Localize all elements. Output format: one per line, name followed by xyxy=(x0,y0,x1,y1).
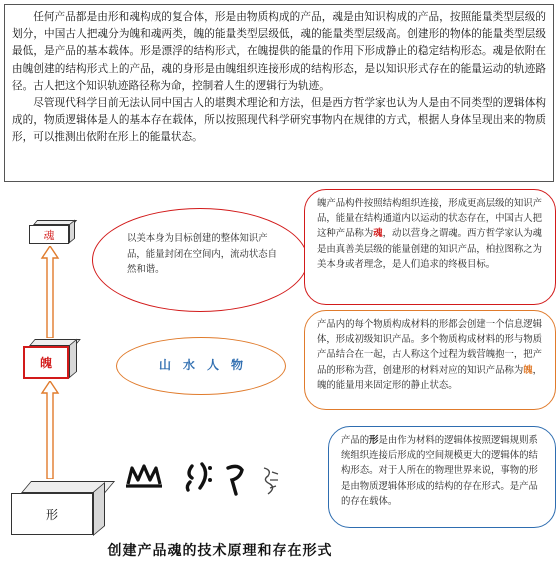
intro-paragraph-1: 任何产品都是由形和魂构成的复合体，形是由物质构成的产品，魂是由知识构成的产品，按照能量类型层级的划分，中国古人把魂分为魄和魂两类，魄的能量类型层级低，魂的能量类型层级高。创建形的物体的能量类型层级最低，是产品的基本载体。形是漂浮的结构形式，在魄提供的能量的作用下形成静止的稳定结构形态。魂是依附在由魄创建的结构形式上的产品，魂的身形是由魄组织连接形成的结构形态，是以知识形式存在的能量运动的轨迹路径。古人把这个知识轨迹路径称为命，控制着人生的逻辑行为轨迹。 xyxy=(12,11,546,92)
hun-explanation-after: ，动以营身之谓魂。西方哲学家认为魂是由真善美层级的能量创建的知识产品，柏拉图称之为美本身或者理念，是人们追求的终极目标。 xyxy=(317,228,543,270)
figure-caption: 创建产品魂的技术原理和存在形式 xyxy=(107,543,333,559)
xing-box-label: 形 xyxy=(45,507,58,522)
hun-explanation-before: 魄产品构件按照结构组织连接，形成更高层级的知识产品，能量在结构通道内以运动的状态存在，中国古人把这种产品称为 xyxy=(317,198,543,240)
xing-explanation-panel xyxy=(328,426,556,528)
po-example-ellipse xyxy=(116,337,286,395)
xing-explanation-highlight: 形 xyxy=(369,435,379,446)
hun-explanation-highlight: 魂 xyxy=(373,228,383,240)
po-explanation-before: 产品内的每个物质构成材料的形都会创建一个信息逻辑体，形成初级知识产品。多个物质构成材料的形与物质产品结合在一起，古人称这个过程为载营魄抱一，把产品的形称为营，创建形的材料对应的知识产品称为 xyxy=(317,319,543,376)
po-box-label: 魄 xyxy=(39,356,52,370)
hun-description-ellipse xyxy=(92,208,308,312)
xing-explanation-after: 是由作为材料的逻辑体按照逻辑规则系统组织连接后形成的空间规模更大的逻辑体的结构形态。对于人所在的物理世界来说，事物的形是由物质逻辑体形成的结构的存在形式。是产品的存在载体。 xyxy=(341,435,538,507)
po-explanation-panel xyxy=(304,310,556,410)
arrow-xing-to-po xyxy=(38,381,62,479)
hun-box xyxy=(29,220,75,244)
xing-box xyxy=(11,481,105,535)
po-box xyxy=(23,339,79,379)
intro-text-box xyxy=(4,4,554,182)
hun-box-label: 魂 xyxy=(43,228,55,242)
arrow-po-to-hun xyxy=(38,246,62,338)
po-explanation-after: ，魄的能量用来固定形的静止状态。 xyxy=(317,364,543,391)
xing-explanation-before: 产品的 xyxy=(341,435,370,446)
intro-paragraph-2: 尽管现代科学目前无法认同中国古人的堪舆术理论和方法，但是西方哲学家也认为人是由不同类型的逻辑体构成的，物质逻辑体是人的基本存在载体，所以按照现代科学研究事物内在规律的方式，根据人身体呈现出来的物质形，可以推测出依附在形上的能量状态。 xyxy=(12,97,546,144)
hun-explanation-panel xyxy=(304,189,556,305)
po-example-text: 山 水 人 物 xyxy=(158,358,243,373)
po-explanation-highlight: 魄 xyxy=(523,364,533,376)
hun-description-text: 以美本身为目标创建的整体知识产品，能量封闭在空间内，流动状态自然和谐。 xyxy=(127,233,278,275)
ancient-glyphs xyxy=(120,452,300,510)
